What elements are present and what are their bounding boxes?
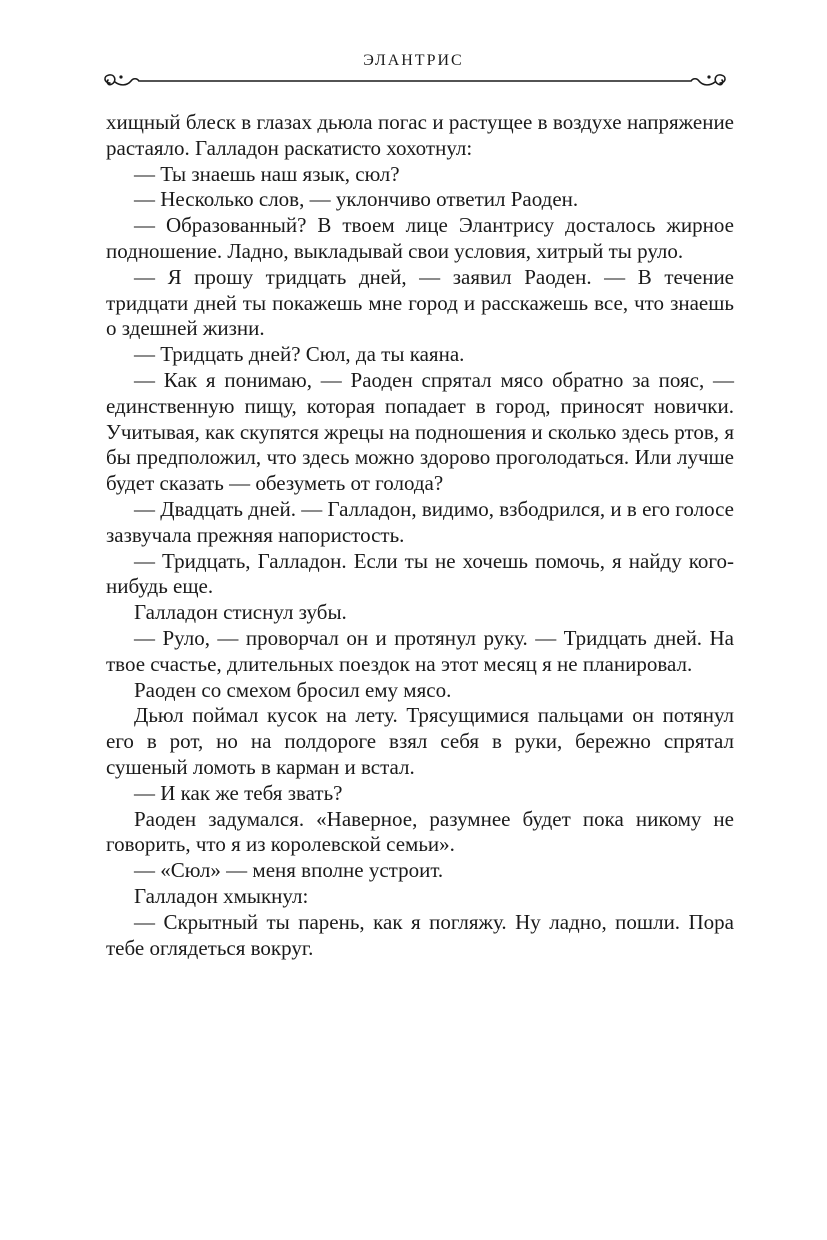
paragraph: — Несколько слов, — уклончиво ответил Раоден. (134, 187, 579, 212)
paragraph: — Как я понимаю, — Раоден спрятал мясо обратно за пояс, — единственную пищу, которая попадает в город, приносят новички. Учитывая, как скупятся жрецы на подношения и сколько здесь ртов, я бы предположил, что здесь можно здорово проголодаться. Или лучше будет сказать — обезуметь от голода? (106, 367, 734, 496)
paragraph: — Тридцать, Галладон. Если ты не хочешь помочь, я найду кого-нибудь еще. (106, 548, 734, 599)
paragraph: — И как же тебя звать? (134, 780, 343, 805)
paragraph: — Образованный? В твоем лице Элантрису досталось жирное подношение. Ладно, выкладывай свои условия, хитрый ты руло. (106, 213, 734, 263)
paragraph: Раоден задумался. «Наверное, разумнее будет пока никому не говорить, что я из королевской семьи». (106, 806, 734, 857)
ornament-right-scroll (715, 75, 725, 85)
ornament-left-scroll (105, 75, 115, 85)
paragraph: — Ты знаешь наш язык, сюл? (134, 161, 400, 186)
ornament-right-curl (691, 79, 715, 85)
ornament-left-curl (115, 79, 139, 85)
paragraph: — Руло, — проворчал он и протянул руку. — Тридцать дней. На твое счастье, длительных поездок на этот месяц я не планировал. (106, 625, 734, 676)
paragraph: Галладон хмыкнул: (134, 883, 309, 908)
paragraph: — Двадцать дней. — Галладон, видимо, взбодрился, и в его голосе зазвучала прежняя напористость. (106, 496, 734, 547)
ornament-rule (100, 70, 730, 92)
paragraph: хищный блеск в глазах дьюла погас и растущее в воздухе напряжение растаяло. Галладон раскатисто хохотнул: (106, 110, 734, 160)
paragraph: — «Сюл» — меня вполне устроит. (134, 858, 444, 883)
paragraph: Раоден со смехом бросил ему мясо. (134, 677, 452, 702)
paragraph: — Тридцать дней? Сюл, да ты каяна. (134, 342, 465, 367)
paragraph: — Я прошу тридцать дней, — заявил Раоден. — В течение тридцати дней ты покажешь мне город и расскажешь все, что знаешь о здешней жизни. (106, 264, 734, 341)
running-head-title: ЭЛАНТРИС (363, 52, 464, 69)
paragraph: Дьюл поймал кусок на лету. Трясущимися пальцами он потянул его в рот, но на полдороге взял себя в руки, бережно спрятал сушеный ломоть в карман и встал. (106, 703, 734, 779)
body-text (106, 110, 734, 961)
paragraph: Галладон стиснул зубы. (134, 600, 347, 625)
paragraph: — Скрытный ты парень, как я погляжу. Ну ладно, пошли. Пора тебе оглядеться вокруг. (106, 909, 734, 960)
ornament-right-dot (707, 75, 710, 78)
ornament-left-dot (119, 75, 122, 78)
